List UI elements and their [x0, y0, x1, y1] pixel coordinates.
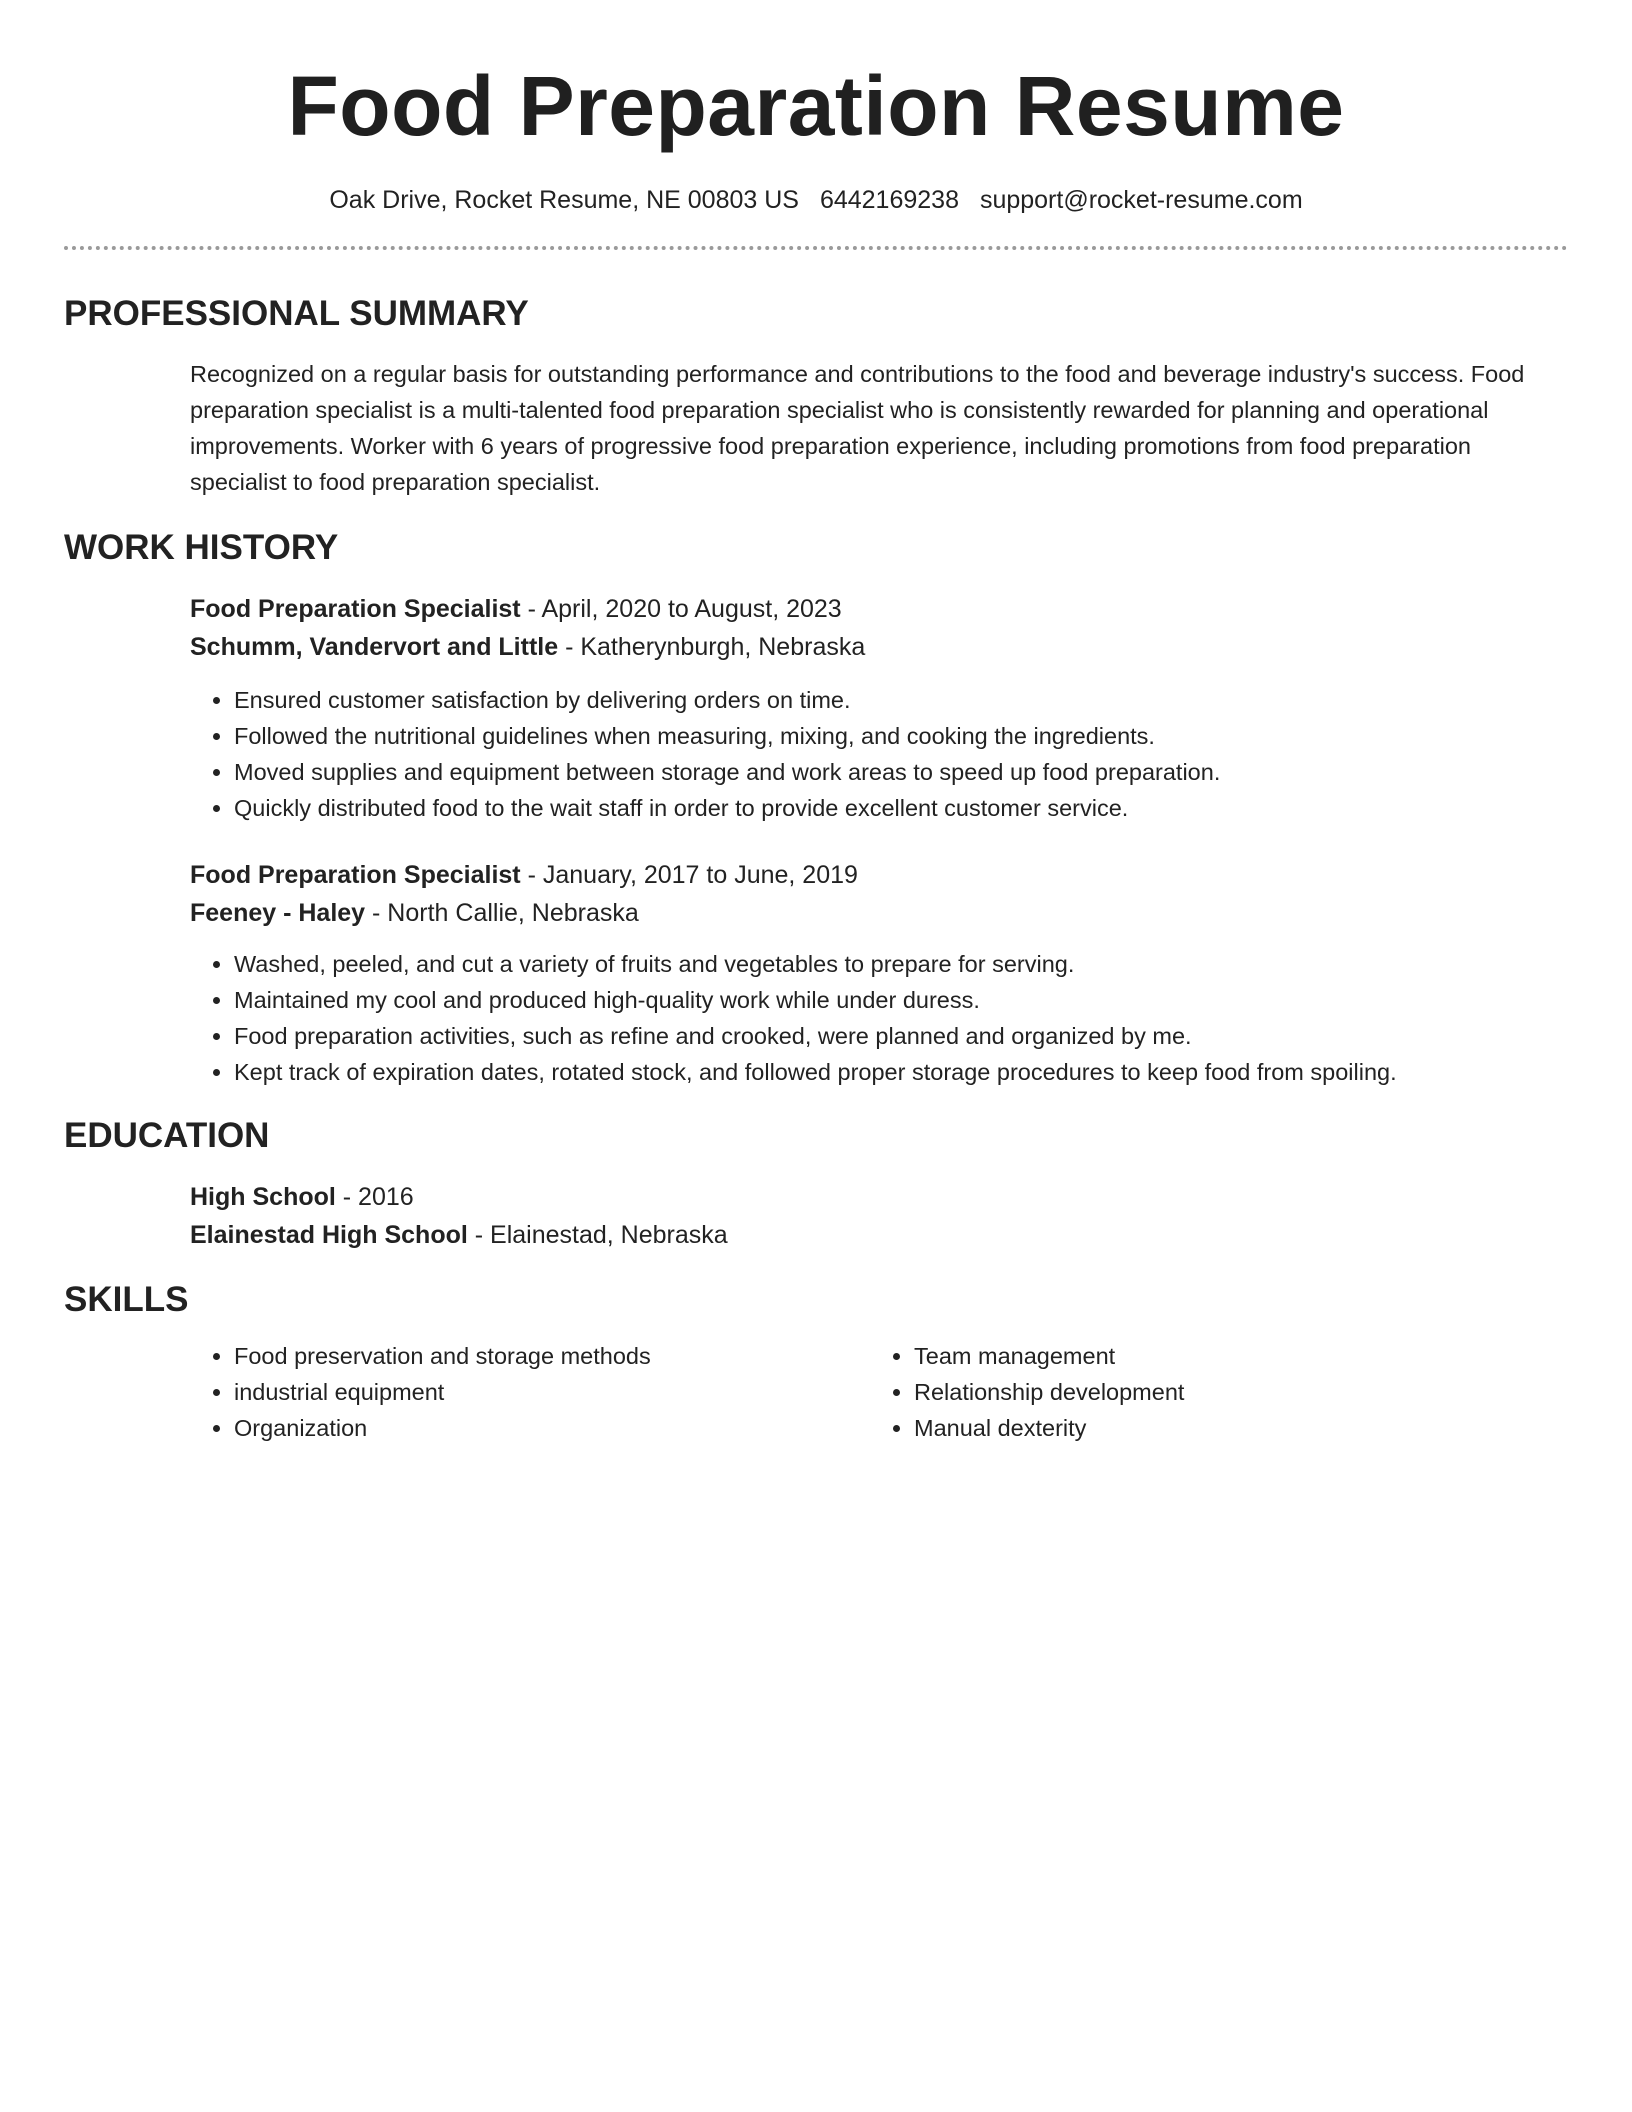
skill-item: • industrial equipment: [234, 1374, 870, 1410]
contact-address: Oak Drive, Rocket Resume, NE 00803 US: [329, 186, 799, 214]
job-title: Food Preparation Specialist: [190, 861, 521, 889]
education-degree: High School: [190, 1183, 336, 1211]
job-location: - Katherynburgh, Nebraska: [558, 633, 866, 661]
job-dates: - January, 2017 to June, 2019: [520, 861, 858, 889]
job-company: Feeney - Haley: [190, 899, 366, 927]
education-entry: [190, 1178, 1550, 1254]
education-year: - 2016: [335, 1183, 414, 1211]
job-bullet: • Food preparation activities, such as refine and crooked, were planned and organized by me.: [234, 1018, 1550, 1054]
job-dates: - April, 2020 to August, 2023: [520, 595, 842, 623]
job-location: - North Callie, Nebraska: [365, 899, 639, 927]
skill-item: • Organization: [234, 1410, 870, 1446]
resume-page: [64, 0, 1568, 1446]
summary-text: Recognized on a regular basis for outstanding performance and contributions to the food and beverage industry's success. Food preparation specialist is a multi-talented food preparation specialist who is consistently rewarded for planning and operational improvements. Worker with 6 years of progressive food preparation experience, including promotions from food preparation specialist to food preparation specialist.: [190, 361, 1525, 495]
skills-list: [190, 1338, 1550, 1446]
job-bullet: • Quickly distributed food to the wait staff in order to provide excellent customer service.: [234, 790, 1550, 826]
job-title-line: [190, 856, 1550, 894]
job-bullet: • Maintained my cool and produced high-quality work while under duress.: [234, 982, 1550, 1018]
job-bullet: • Followed the nutritional guidelines when measuring, mixing, and cooking the ingredients.: [234, 718, 1550, 754]
work-history-heading: WORK HISTORY: [64, 528, 339, 567]
summary-section: [190, 356, 1550, 500]
skill-item: • Food preservation and storage methods: [234, 1338, 870, 1374]
job-bullet: • Washed, peeled, and cut a variety of fruits and vegetables to prepare for serving.: [234, 946, 1550, 982]
education-school: Elainestad High School: [190, 1221, 468, 1249]
job-bullet: • Moved supplies and equipment between storage and work areas to speed up food preparation.: [234, 754, 1550, 790]
education-school-line: [190, 1216, 1550, 1254]
job-entry: [190, 590, 1550, 826]
summary-heading: PROFESSIONAL SUMMARY: [64, 294, 529, 333]
job-company: Schumm, Vandervort and Little: [190, 633, 559, 661]
contact-line: [64, 184, 1568, 216]
job-bullet: • Kept track of expiration dates, rotated stock, and followed proper storage procedures to keep food from spoiling.: [234, 1054, 1550, 1090]
education-location: - Elainestad, Nebraska: [467, 1221, 728, 1249]
header-divider: [64, 246, 1568, 250]
job-bullets: [190, 946, 1550, 1090]
education-degree-line: [190, 1178, 1550, 1216]
skill-item: • Relationship development: [914, 1374, 1550, 1410]
skills-heading: SKILLS: [64, 1280, 189, 1319]
job-bullet: • Ensured customer satisfaction by delivering orders on time.: [234, 682, 1550, 718]
contact-email: support@rocket-resume.com: [979, 186, 1303, 214]
resume-title: Food Preparation Resume: [287, 59, 1345, 153]
job-company-line: [190, 894, 1550, 932]
skill-item: • Team management: [914, 1338, 1550, 1374]
job-title-line: [190, 590, 1550, 628]
skill-item: • Manual dexterity: [914, 1410, 1550, 1446]
skills-column-left: [190, 1338, 870, 1446]
job-title: Food Preparation Specialist: [190, 595, 521, 623]
job-company-line: [190, 628, 1550, 666]
contact-phone: 6442169238: [819, 186, 959, 214]
skills-column-right: [870, 1338, 1550, 1446]
education-heading: EDUCATION: [64, 1116, 270, 1155]
job-bullets: [190, 682, 1550, 826]
job-entry: [190, 856, 1550, 1090]
